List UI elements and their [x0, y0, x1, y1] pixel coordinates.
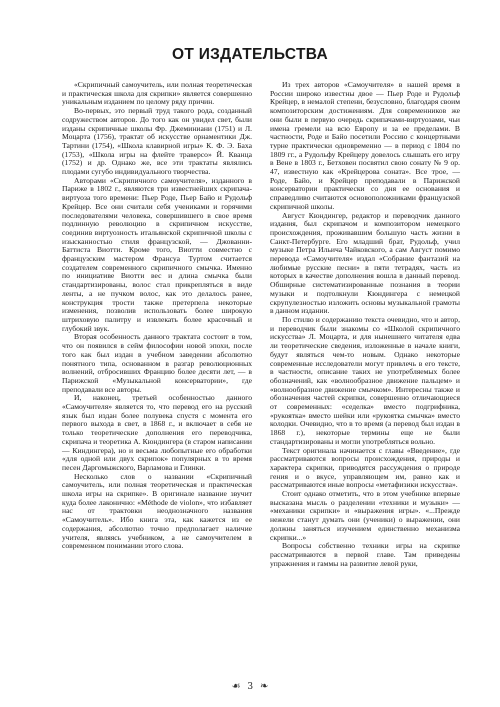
page-footer [0, 681, 500, 692]
page-number: 3 [247, 682, 254, 692]
paragraph: Из трех авторов «Самоучителя» в нашей время в России широко известны двое — Пьер Роде и Рудольф Крейцер, в немалой степени, безусловно, благодаря своим композиторским достижениям. Для современников же они были в первую очередь скрипачами-виртуозами, чьи имена гремели на всю Европу и за ее пределами. В частности, Роде и Байо посетили Россию с концертными турне практически одновременно — в период с 1804 по 1809 гг., а Рудольфу Крейцеру довелось слышать его игру в Вене в 1803 г., Бетховен посвятил свою сонату № 9 ор. 47, известную как «Крейцерова соната». Все трое, — Роде, Байо, и Крейцер преподавали в Парижской консерватории практически со дня ее основания и справедливо считаются основоположниками французской скрипичной школы. [270, 80, 460, 211]
paragraph: Во-первых, это первый труд такого рода, созданный содружеством авторов. До того как он увидел свет, были изданы скрипичные школы Фр. Джеминиани (1751) и Л. Моцарта (1756), трактат об искусстве орнаментики Дж. Тартини (1754), «Школа клавирной игры» К. Ф. Э. Баха (1753), «Школа игры на флейте траверсо» Й. Кванца (1752) и др. Однако же, все эти трактаты являлись плодами сугубо индивидуального творчества. [62, 106, 252, 177]
page-title: ОТ ИЗДАТЕЛЬСТВА [172, 46, 328, 63]
paragraph: Вопросы собственно техники игры на скрипке рассматриваются в первой главе. Там приведены упражнения и гаммы на развитие левой руки, [270, 541, 460, 568]
paragraph: Август Кюндингер, редактор и переводчик данного издания, был скрипачом и композитором немецкого происхождения, проживавшим большую часть жизни в Санкт-Петербурге. Его младший брат, Рудольф, учил музыке Петра Ильича Чайковского, а сам Август помимо перевода «Самоучителя» издал «Собрание фантазий на любимые русские песни» в пяти тетрадях, часть из которых в качестве дополнения вошла в данный перевод. Обширные систематизированные познания в теории музыки и подтолкнули Кюндингера с немецкой скрупулезностью изложить основы музыкальной грамоты в данном издании. [270, 210, 460, 316]
paragraph: И, наконец, третьей особенностью данного «Самоучителя» является то, что перевод его на русский язык был издан более полувека спустя с момента его первого выхода в свет, в 1868 г., и включает в себя не только теоретические дополнения его переводчика, скрипача и теоретика А. Кюндингера (в старом написании — Киндингера), но и весьма любопытные его обработки «для одной или двух скрипок» популярных в то время песен Даргомыжского, Варламова и Глинки. [62, 393, 252, 472]
paragraph: «Скрипичный самоучитель, или полная теоретическая и практическая школа для скрипки» является совершенно уникальным изданием по целому ряду причин. [62, 80, 252, 107]
right-column [270, 81, 460, 568]
left-column [62, 81, 252, 551]
right-ornament-icon: ❧ [260, 681, 269, 692]
paragraph: Стоит однако отметить, что в этом учебнике впервые высказана мысль о разделении «техники и музыки» — «механики скрипки» и «выражения игры». «...Прежде нежели станут думать они (ученики) о выражении, они должны заняться изучением единственно механизма скрипки...» [270, 489, 460, 542]
left-ornament-icon: ☙ [231, 681, 241, 692]
paragraph: Текст оригинала начинается с главы «Введение», где рассматриваются вопросы происхождения, природы и характера скрипки, приводятся рассуждения о природе гения и о вкусе, управляющем им, равно как и рассматриваются иные вопросы «метафизики искусства». [270, 445, 460, 490]
paragraph: Вторая особенность данного трактата состоит в том, что он появился в сейм философии новой эпохи, после того как был издан в учебном заведении абсолютно понятного типа, основанном в разгар революционных волнений, отбросивших Францию более десяти лет, — в Парижской «Музыкальной консерватории», где преподавали все авторы. [62, 332, 252, 394]
paragraph: По стилю и содержанию текста очевидно, что и автор, и переводчик были знакомы со «Школой скрипичного искусства» Л. Моцарта, и для нынешнего читателя едва ли теоретические сведения, изложенные в начале книги, будут являться чем-то новым. Однако некоторые современные исследователи могут привлечь в его тексте, в частности, описание таких не употребляемых более обозначений, как «волнообразное движение пальцем» и «волнообразное движение смычком». Интересны также и обозначения частей скрипки, совершенно отличающиеся от современных: «седелка» вместо подгрифника, «рукоятка» вместо шейки или «рукоятка смычка» вместо колодки. Очевидно, что в то время (а перевод был издан в 1868 г.), некоторые термины еще не были стандартизированы и могли употребляться вольно. [270, 314, 460, 446]
paragraph: Несколько слов о названии «Скрипичный самоучитель, или полная теоретическая и практическая школа игры на скрипке». В оригинале название звучит куда более лаконично: «Méthode de violon», что избавляет нас от трактовки неоднозначного названия «Самоучитель». Ибо книга эта, как кажется из ее содержания, абсолютно точно предполагает наличие учителя, являясь учебником, а не самоучителем в современном понимании этого слова. [62, 471, 252, 551]
paragraph: Авторами «Скрипичного самоучителя», изданного в Париже в 1802 г., являются три известнейших скрипача-виртуоза того времени: Пьер Роде, Пьер Байо и Рудольф Крейцер. Все они считали себя учениками и горячими последователями человека, совершившего в свое время подлинную революцию в скрипичном искусстве, соединив виртуозность итальянской скрипичной школы с изысканностью стиля французской, — Джованни-Баттиста Виотти. Кроме того, Виотти совместно с французским мастером Франсуа Туртом считается создателем современного скрипичного смычка. Именно по инициативе Виотти вес и длина смычка были стандартизированы, волос стал прикрепляться в виде ленты, а не пучком волос, как это делалось ранее, конструкция трости также претерпела некоторые изменения, позволив использовать более широкую штриховую палитру и извлекать более красочный и глубокий звук. [62, 175, 252, 333]
